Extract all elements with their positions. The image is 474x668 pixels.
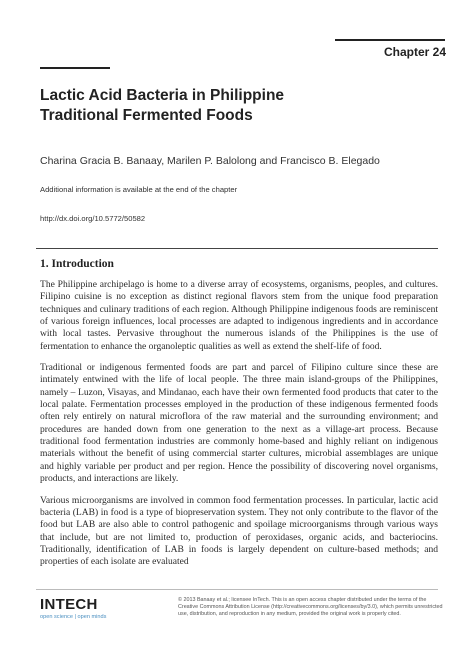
paragraph-3: Various microorganisms are involved in common food fermentation processes. In particular, lactic acid bacteria (LAB) in food is a type of biopreservation system. They not only contribute to the flavor of the food but LAB are also able to control pathogenic and spoilage microorganisms through various ways that include, but are not limited to, production of peroxidases, organic acids, and bacteriocins. Traditionally, identification of LAB in foods is largely dependent on culture-based methods; and properties of each isolate are evaluated (40, 494, 438, 568)
intech-logo (40, 597, 106, 620)
chapter-title (40, 86, 440, 126)
paragraph-1: The Philippine archipelago is home to a diverse array of ecosystems, organisms, peoples, and cultures. Filipino cuisine is no exception as distinct regional flavors stem from the unique food preparation techniques and culinary traditions of each region. Although Philippine indigenous foods are reminiscent of various foreign influences, local processes are adapted to indigenous ingredients and in accordance with local tastes. Pervasive throughout the numerous islands of the Philippines is the use of fermentation to enhance the organoleptic qualities as well as extend the shelf-life of food. (40, 279, 438, 352)
license-notice: © 2013 Banaay et al.; licensee InTech. This is an open access chapter distributed under the terms of the Creative Commons Attribution License (http://creativecommons.org/licenses/by/3.0), which permits unrestricted use, distribution, and reproduction in any medium, provided the original work is properly cited. (178, 597, 443, 618)
section-heading: 1. Introduction (40, 258, 114, 270)
chapter-title-line-2: Traditional Fermented Foods (40, 107, 253, 124)
paragraph-2: Traditional or indigenous fermented foods are part and parcel of Filipino culture since these are intimately entwined with the life of local people. The three main island-groups of the Philippines, namely – Luzon, Visayas, and Mindanao, each have their own fermented food products that cater to the local palate. Fermentation processes employed in the production of these indigenous fermented foods often rely entirely on natural microflora of the raw material and the surrounding environment; and procedures are handed down from one generation to the next as a village-art process. Because traditional food fermentation industries are commonly home-based and highly reliant on indigenous materials without the benefit of using commercial starter cultures, microbial assemblages are unique and highly variable per product and per region. Hence the possibility of discovering novel organisms, products, and interactions are likely. (40, 362, 438, 485)
chapter-label: Chapter 24 (383, 45, 446, 59)
section-rule (36, 248, 438, 249)
doi-link[interactable]: http://dx.doi.org/10.5772/50582 (40, 214, 146, 223)
logo-tagline: open science | open minds (40, 614, 107, 620)
body-text (40, 279, 438, 578)
title-rule (40, 67, 110, 69)
chapter-rule (335, 39, 445, 41)
footer-rule (36, 589, 438, 590)
authors: Charina Gracia B. Banaay, Marilen P. Balolong and Francisco B. Elegado (40, 155, 380, 167)
chapter-title-line-1: Lactic Acid Bacteria in Philippine (40, 87, 285, 104)
additional-info-note: Additional information is available at the end of the chapter (40, 185, 238, 194)
logo-wordmark: INTECH (40, 596, 98, 613)
